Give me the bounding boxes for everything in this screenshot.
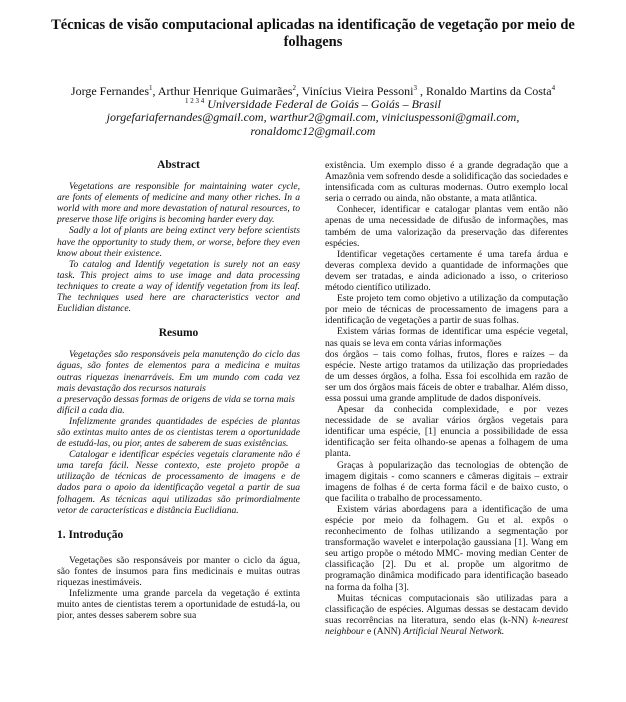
resumo-paragraph: Infelizmente grandes quantidades de espécies de plantas são extintas muito antes de os cientistas terem a oportunidade de estudá-las, ou pior, antes de saberem de suas existências.	[57, 415, 300, 450]
body-text-italic: k-nearest neighbour	[325, 614, 568, 637]
author-sup: 1	[149, 84, 153, 92]
affiliation-sup: 1 2 3 4	[185, 97, 205, 105]
body-paragraph: Identificar vegetações certamente é uma tarefa árdua e deveras complexa devido a quantidade de informações que devem ser tratadas, e ainda adicionado a isso, o criterioso método científico utilizado.	[325, 248, 568, 294]
email-line: jorgefariafernandes@gmail.com, warthur2@gmail.com, viniciuspessoni@gmail.com,	[106, 110, 520, 124]
author-sup: 4	[551, 84, 556, 92]
body-paragraph: Apesar da conhecida complexidade, e por vezes necessidade de se avaliar vários órgãos vegetais para identificar uma espécie, [1] enuncia a possibilidade de essa identificação ser feita olhando-se apenas a folhagem de uma planta.	[325, 404, 568, 460]
author-name: Ronaldo Martins da Costa	[425, 84, 552, 98]
body-text: Muitas técnicas computacionais são utilizadas para a classificação de espécies. Algumas dessas se destacam devido suas recorrências na literatura, sendo elas (k-NN)	[325, 592, 568, 626]
author-name: Arthur Henrique Guimarães	[157, 84, 293, 98]
abstract-heading: Abstract	[157, 159, 200, 171]
resumo-heading: Resumo	[158, 327, 199, 340]
body-paragraph: existência. Um exemplo disso é a grande degradação que a Amazônia vem sofrendo desde a solidificação das sociedades e intensificada com as culturas modernas. Outro exemplo local seria o cerrado ou ainda, não obstante, a mata atlântica.	[325, 160, 568, 205]
author-sep: ,	[416, 84, 426, 98]
body-paragraph: dos órgãos – tais como folhas, frutos, flores e raízes – da espécie. Neste artigo tratamos da utilização das propriedades de um desses órgãos, a folha. Essa foi escolhida em razão de ser um dos órgãos mais fáceis de obter e trabalhar. Além disso, essa possui uma grande amplitude de dados disponíveis.	[325, 348, 568, 404]
affiliation-text: Universidade Federal de Goiás – Goiás – Brasil	[207, 97, 441, 111]
intro-paragraph: Infelizmente uma grande parcela da vegetação é extinta muito antes de cientistas terem a oportunidade de estudá-la, ou pior, antes desses saberem sobre sua	[57, 588, 300, 622]
resumo-paragraph: Vegetações são responsáveis pela manutenção do ciclo das águas, são fontes de elementos para a medicina e muitas outras riquezas inenarráveis. Em um mundo com cada vez mais devastação dos recursos naturais	[57, 349, 300, 394]
body-paragraph: Este projeto tem como objetivo a utilização da computação por meio de técnicas de processamento de imagens para a identificação de vegetações a partir de suas folhas.	[325, 293, 568, 327]
abstract-paragraph: Sadly a lot of plants are being extinct very before scientists have the opportunity to study them, or worse, before they even know about their existence.	[57, 225, 300, 259]
body-paragraph: Existem várias formas de identificar uma espécie vegetal, nas quais se leva em conta várias informações	[325, 326, 568, 349]
intro-paragraph: Vegetações são responsáveis por manter o ciclo da água, são fontes de insumos para fins medicinais e muitas outras riquezas inestimáveis.	[57, 554, 300, 588]
body-paragraph: Graças à popularização das tecnologias de obtenção de imagem digitais - como scanners e câmeras digitais – extrair imagens de folhas é de certa forma fácil e de baixo custo, o que facilita o trabalho de processamento.	[325, 459, 568, 504]
author-name: Vinícius Vieira Pessoni	[301, 84, 414, 98]
abstract-paragraph: To catalog and Identify vegetation is surely not an easy task. This project aims to use image and data processing techniques to create a way of identify vegetation from its leaf. The techniques used here are characteristics vector and Euclidian distance.	[57, 258, 300, 315]
body-paragraph: Conhecer, identificar e catalogar plantas vem então não apenas de uma necessidade de difusão de informações, mas também de uma valorização da preservação das diferentes espécies.	[325, 204, 568, 249]
paper-title: Técnicas de visão computacional aplicadas na identificação de vegetação por meio de folhagens	[51, 17, 575, 50]
body-text-italic: Artificial Neural Network.	[403, 625, 505, 637]
left-column	[57, 160, 300, 621]
body-paragraph: Existem várias abordagens para a identificação de uma espécie por meio da folhagem. Gu et al. expôs o reconhecimento de folhas utilizando a segmentação por transformação wavelet e interpolação gaussiana [1]. Wang em seu artigo propõe o método MMC- moving median Center de classificação [2]. Du et al. propõe um algoritmo de programação dinâmica modificado para identificação baseado na forma da folha [3].	[325, 503, 568, 593]
body-text: e (ANN)	[366, 625, 401, 637]
right-column	[325, 160, 568, 637]
intro-heading: 1. Introdução	[57, 528, 124, 541]
author-sep: ,	[152, 84, 158, 98]
resumo-paragraph: a preservação dessas formas de origens de vida se torna mais difícil a cada dia.	[57, 393, 295, 416]
author-sup: 2	[292, 84, 296, 92]
email-line: ronaldomc12@gmail.com	[250, 124, 376, 138]
body-paragraph	[325, 593, 568, 637]
author-sep: ,	[295, 84, 302, 98]
author-sup: 3	[413, 84, 417, 92]
email-list	[60, 110, 566, 138]
author-name: Jorge Fernandes	[70, 84, 149, 98]
abstract-paragraph: Vegetations are responsible for maintaining water cycle, are fonts of elements of medicine and many other riches. In a world with more and more devastation of natural resources, to preserve those life origins is becoming harder every day.	[57, 181, 300, 226]
resumo-paragraph: Catalogar e identificar espécies vegetais claramente não é uma tarefa fácil. Nesse contexto, este projeto propõe a utilização de técnicas de processamento de imagens e de dados para o apoio da identificação vegetal a partir de sua folhagem. As técnicas aqui utilizadas são primordialmente vetor de características e distância Euclidiana.	[57, 449, 300, 516]
